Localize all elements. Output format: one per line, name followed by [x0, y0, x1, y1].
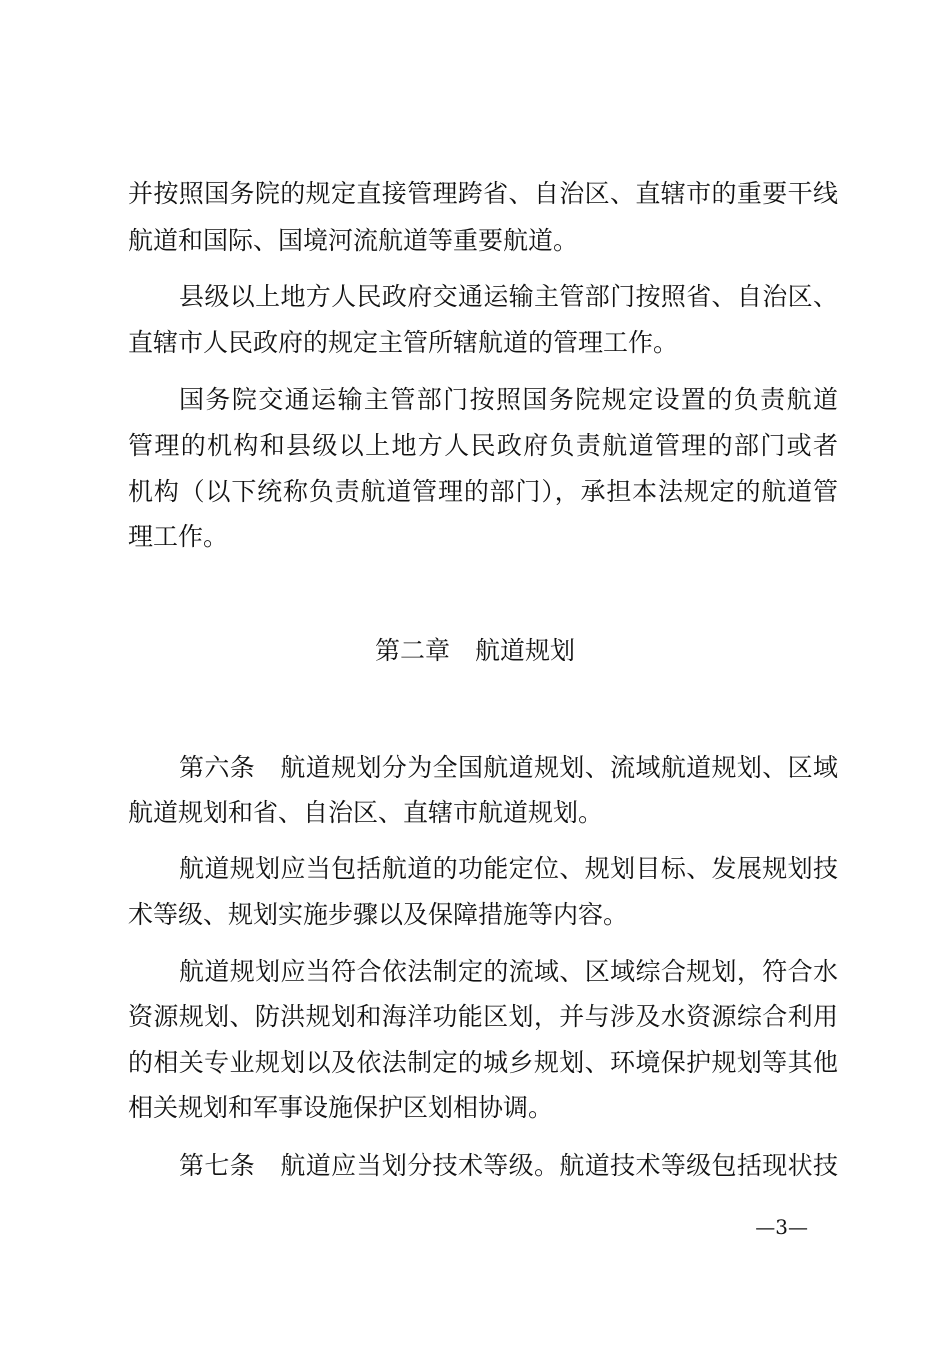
article-7-text: 航道应当划分技术等级。航道技术等级包括现状技: [280, 1151, 838, 1180]
article-6-label: 第六条: [179, 753, 256, 782]
paragraph-3-line-4: 理工作。: [128, 522, 229, 551]
article-6-text: 航道规划分为全国航道规划、流域航道规划、区域: [280, 753, 838, 782]
paragraph-3-line-1: 国务院交通运输主管部门按照国务院规定设置的负责航道: [179, 385, 838, 414]
article-6-para-3-line-4: 相关规划和军事设施保护区划相协调。: [128, 1093, 554, 1122]
paragraph-3-line-2: 管理的机构和县级以上地方人民政府负责航道管理的部门或者: [128, 431, 838, 460]
article-6-line-2: 航道规划和省、自治区、直辖市航道规划。: [128, 798, 604, 827]
article-7-line-1: [179, 1144, 838, 1188]
paragraph-1-line-1: 并按照国务院的规定直接管理跨省、自治区、直辖市的重要干线: [128, 179, 838, 208]
article-6-line-1: [179, 746, 838, 790]
chapter-title: 航道规划: [475, 636, 576, 665]
article-6-para-2-line-1: 航道规划应当包括航道的功能定位、规划目标、发展规划技: [179, 854, 838, 883]
article-7-label: 第七条: [179, 1151, 256, 1180]
paragraph-2-line-1: 县级以上地方人民政府交通运输主管部门按照省、自治区、: [179, 282, 838, 311]
paragraph-2-line-2: 直辖市人民政府的规定主管所辖航道的管理工作。: [128, 328, 679, 357]
page-number: —3—: [755, 1215, 808, 1239]
paragraph-3-line-3: 机构（以下统称负责航道管理的部门），承担本法规定的航道管: [128, 477, 838, 506]
article-6-para-3-line-2: 资源规划、防洪规划和海洋功能区划，并与涉及水资源综合利用: [128, 1002, 838, 1031]
article-6-para-3-line-1: 航道规划应当符合依法制定的流域、区域综合规划，符合水: [179, 957, 838, 986]
article-6-para-2-line-2: 术等级、规划实施步骤以及保障措施等内容。: [128, 900, 629, 929]
chapter-number: 第二章: [374, 636, 450, 665]
chapter-heading: [0, 629, 950, 673]
article-6-para-3-line-3: 的相关专业规划以及依法制定的城乡规划、环境保护规划等其他: [128, 1048, 838, 1077]
paragraph-1-line-2: 航道和国际、国境河流航道等重要航道。: [128, 226, 579, 255]
